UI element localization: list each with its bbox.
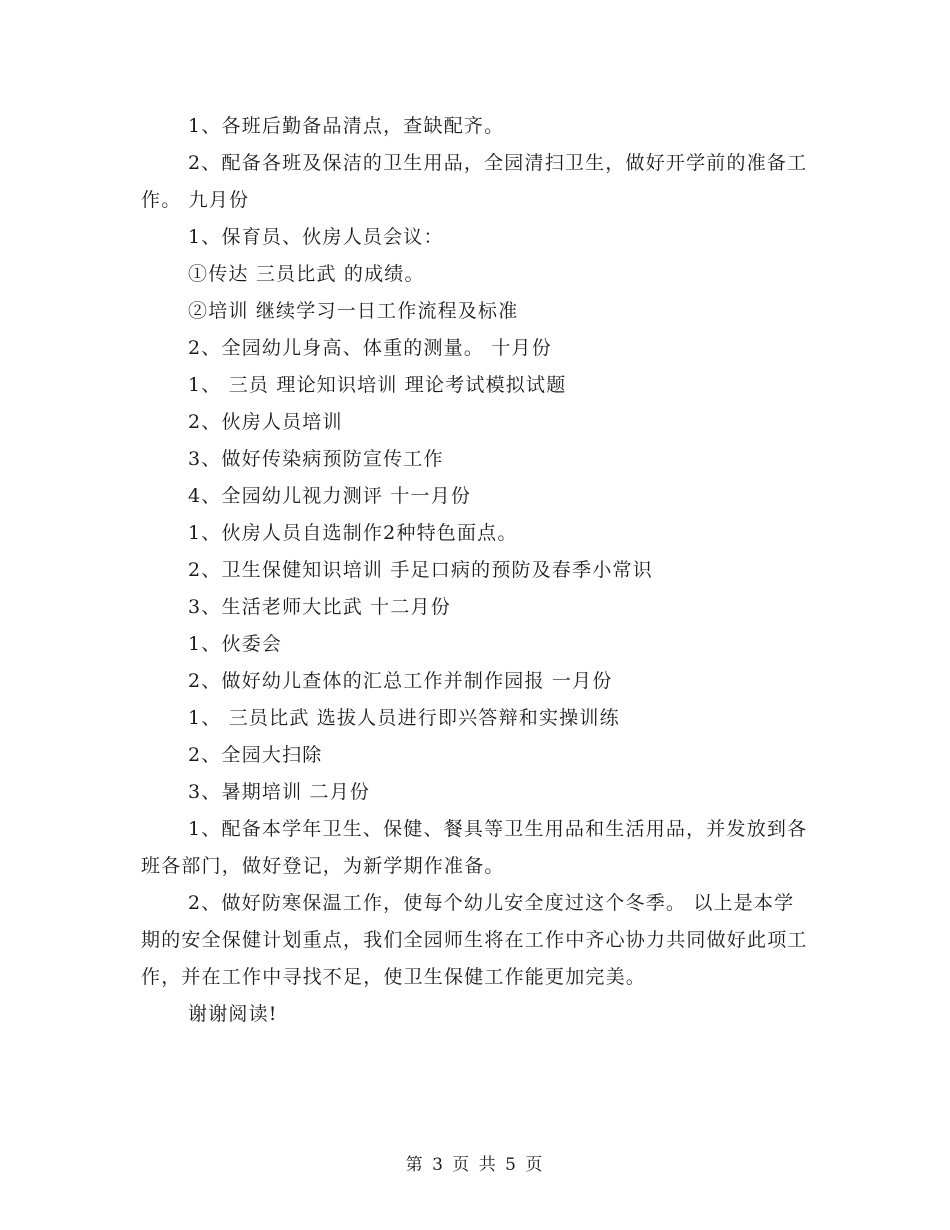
paragraph: 1、伙委会 <box>188 633 283 655</box>
paragraph: 2、做好防寒保温工作，使每个幼儿安全度过这个冬季。 以上是本学期的安全保健计划重点，我们全园师生将在工作中齐心协力共同做好此项工作，并在工作中寻找不足，使卫生保健工作能更加完美。 <box>141 892 808 988</box>
page-number-label: 第 3 页 共 5 页 <box>405 1155 545 1175</box>
paragraph: 3、生活老师大比武 十二月份 <box>188 596 451 618</box>
paragraph: 2、全园幼儿身高、体重的测量。 十月份 <box>188 337 552 359</box>
paragraph: 2、做好幼儿查体的汇总工作并制作园报 一月份 <box>188 670 613 692</box>
paragraph: 3、暑期培训 二月份 <box>188 781 371 803</box>
document-body <box>141 108 811 1033</box>
paragraph: 1、 三员 理论知识培训 理论考试模拟试题 <box>188 374 567 396</box>
paragraph: 1、配备本学年卫生、保健、餐具等卫生用品和生活用品，并发放到各班各部门，做好登记，为新学期作准备。 <box>141 818 808 877</box>
paragraph: 2、卫生保健知识培训 手足口病的预防及春季小常识 <box>188 559 653 581</box>
paragraph: 1、各班后勤备品清点，查缺配齐。 <box>188 115 505 137</box>
paragraph: 谢谢阅读! <box>188 1003 278 1025</box>
paragraph: ①传达 三员比武 的成绩。 <box>188 263 425 285</box>
paragraph: 1、保育员、伙房人员会议： <box>188 226 444 248</box>
paragraph: ②培训 继续学习一日工作流程及标准 <box>188 300 519 322</box>
paragraph: 1、伙房人员自选制作2种特色面点。 <box>188 522 518 544</box>
paragraph: 3、做好传染病预防宣传工作 <box>188 448 444 470</box>
paragraph: 2、伙房人员培训 <box>188 411 343 433</box>
paragraph: 2、配备各班及保洁的卫生用品，全园清扫卫生，做好开学前的准备工作。 九月份 <box>141 152 808 211</box>
paragraph: 1、 三员比武 选拔人员进行即兴答辩和实操训练 <box>188 707 620 729</box>
page-footer <box>0 1150 950 1175</box>
paragraph: 4、全园幼儿视力测评 十一月份 <box>188 485 472 507</box>
paragraph: 2、全园大扫除 <box>188 744 323 766</box>
